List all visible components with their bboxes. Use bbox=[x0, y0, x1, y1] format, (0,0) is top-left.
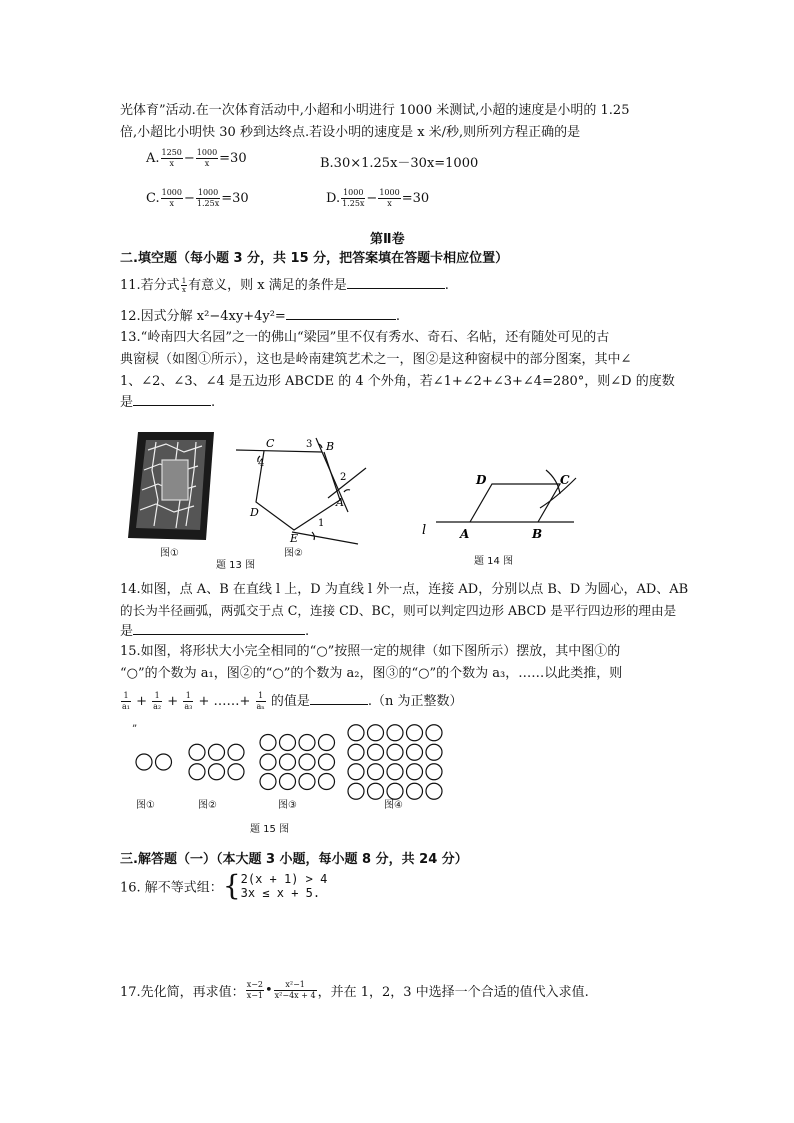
fig15-circle bbox=[319, 754, 335, 770]
fig13-label-b: B bbox=[326, 440, 335, 453]
fig15-caption-2: 图② bbox=[198, 800, 217, 811]
fig13-label-2: 2 bbox=[340, 472, 347, 483]
part-title: 第Ⅱ卷 bbox=[370, 232, 405, 247]
fig13-label-a: A bbox=[336, 496, 344, 509]
fig15-circle bbox=[280, 735, 296, 751]
fig15-caption-3: 图③ bbox=[278, 800, 297, 811]
fig15-circle bbox=[299, 774, 315, 790]
fig13-title: 题 13 图 bbox=[216, 560, 256, 571]
fig14-label-d: D bbox=[476, 473, 487, 487]
fig15-title: 题 15 图 bbox=[250, 824, 290, 835]
q13-line2: 典窗棂（如图①所示），这也是岭南建筑艺术之一，图②是这种窗棂中的部分图案，其中∠ bbox=[120, 352, 632, 367]
fig15-circle bbox=[260, 735, 276, 751]
fig15-caption-1: 图① bbox=[136, 800, 155, 811]
fig15-circle bbox=[426, 783, 442, 799]
fig15-circle bbox=[426, 764, 442, 780]
q13-line4: 是 . bbox=[120, 395, 216, 410]
fig15-circle bbox=[387, 764, 403, 780]
fig13-label-c: C bbox=[266, 437, 275, 450]
q10-line2: 倍,小超比小明快 30 秒到达终点.若设小明的速度是 x 米/秒,则所列方程正确的是 bbox=[120, 125, 581, 140]
fig13-window-image bbox=[126, 430, 216, 542]
fig14-label-c: C bbox=[560, 473, 570, 487]
q16: 16. 解不等式组：{ 2(x + 1) > 4 3x ≤ x + 5. bbox=[120, 869, 328, 902]
fig14-parallelogram-diagram bbox=[420, 456, 590, 540]
fig15-circle bbox=[348, 725, 364, 741]
q15-stray-mark: ” bbox=[132, 724, 138, 735]
fig13-label-1: 1 bbox=[318, 518, 325, 529]
q10-option-b: B.30×1.25x－30x=1000 bbox=[320, 156, 479, 171]
q15-sum: $\frac{1}{\text{a₁}}$ + $\frac{1}{\text{a₂}}$ + $\frac{1}{\text{a₃}}$ + ……+ $\frac{1}{\text{aₙ}}$ 的值是 .（n 为正整数） bbox=[122, 691, 463, 711]
fig13-label-e: E bbox=[290, 532, 299, 545]
fig13-label-3: 3 bbox=[306, 439, 313, 450]
fig15-circle bbox=[387, 744, 403, 760]
q17: 17.先化简，再求值： $\frac{x-2}{x-1}$ • $\frac{\text{x²−1}}{\text{x²−4x + 4}}$ ，并在 1，2，3 中选择一个合适的值代入求值. bbox=[120, 980, 589, 1000]
fig15-circle bbox=[407, 764, 423, 780]
q13-line3: 1、∠2、∠3、∠4 是五边形 ABCDE 的 4 个外角，若∠1+∠2+∠3+∠4=280°，则∠D 的度数 bbox=[120, 374, 675, 389]
fig15-circle bbox=[299, 735, 315, 751]
q10-option-a: A. $\frac{1250}{x}$ − $\frac{1000}{x}$ =30 bbox=[146, 148, 247, 168]
q15-line2: “○”的个数为 a₁，图②的“○”的个数为 a₂，图③的“○”的个数为 a₃，……以此类推，则 bbox=[120, 666, 623, 681]
fig13-pentagon-diagram bbox=[232, 434, 372, 546]
fig15-circle bbox=[368, 764, 384, 780]
fig15-circle bbox=[260, 754, 276, 770]
q16-row2: 3x ≤ x + 5. bbox=[240, 886, 321, 900]
fig15-circle bbox=[368, 783, 384, 799]
fig15-circle bbox=[368, 744, 384, 760]
fig15-circle bbox=[368, 725, 384, 741]
q12: 12.因式分解 x²−4xy+4y²= . bbox=[120, 309, 400, 324]
fig15-circle bbox=[319, 774, 335, 790]
q13-line1: 13.“岭南四大名园”之一的佛山“梁园”里不仅有秀水、奇石、名帖，还有随处可见的古 bbox=[120, 330, 610, 345]
fig15-caption-4: 图④ bbox=[384, 800, 403, 811]
fig15-circle bbox=[319, 735, 335, 751]
q10-option-c: C. $\frac{1000}{x}$ − $\frac{1000}{1.25x}$ =30 bbox=[146, 188, 249, 208]
fig13-caption-2: 图② bbox=[284, 548, 303, 559]
fig15-circle bbox=[407, 725, 423, 741]
fig15-circle bbox=[156, 754, 172, 770]
fig15-circle bbox=[136, 754, 152, 770]
fig15-circle bbox=[407, 783, 423, 799]
fig15-circle bbox=[209, 744, 225, 760]
q16-row1: 2(x + 1) > 4 bbox=[240, 872, 328, 886]
fig15-circle bbox=[348, 764, 364, 780]
fig15-circle bbox=[260, 774, 276, 790]
q10-line1: 光体育”活动.在一次体育活动中,小超和小明进行 1000 米测试,小超的速度是小明的 1.25 bbox=[120, 103, 630, 118]
fig13-caption-1: 图① bbox=[160, 548, 179, 559]
fig14-title: 题 14 图 bbox=[474, 556, 514, 567]
fig13-label-d: D bbox=[250, 506, 259, 519]
fig15-circle bbox=[299, 754, 315, 770]
section2-heading: 二.填空题（每小题 3 分，共 15 分，把答案填在答题卡相应位置） bbox=[120, 251, 509, 266]
section3-heading: 三.解答题（一）（本大题 3 小题，每小题 8 分，共 24 分） bbox=[120, 852, 468, 867]
q14-line1: 14.如图，点 A、B 在直线 l 上，D 为直线 l 外一点，连接 AD，分别以点 B、D 为圆心，AD、AB bbox=[120, 582, 689, 597]
fig13-label-4: 4 bbox=[258, 458, 265, 469]
fig15-circle bbox=[387, 725, 403, 741]
fig15-circle bbox=[228, 764, 244, 780]
fig15-circle bbox=[280, 774, 296, 790]
fig15-circle bbox=[348, 783, 364, 799]
fig15-circle bbox=[189, 764, 205, 780]
fig14-label-l: l bbox=[422, 523, 427, 538]
fig15-circle-patterns bbox=[130, 724, 450, 800]
fig14-label-b: B bbox=[532, 527, 543, 540]
q14-line3: 是 . bbox=[120, 624, 310, 639]
fig15-circle bbox=[209, 764, 225, 780]
q11: 11.若分式 $\frac{1}{x}$ 有意义，则 x 满足的条件是 . bbox=[120, 277, 449, 294]
fig15-circle bbox=[407, 744, 423, 760]
q15-line1: 15.如图，将形状大小完全相同的“○”按照一定的规律（如下图所示）摆放，其中图①的 bbox=[120, 644, 621, 659]
q10-option-d: D. $\frac{1000}{1.25x}$ − $\frac{1000}{x}$ =30 bbox=[326, 188, 430, 208]
fig14-label-a: A bbox=[460, 527, 470, 540]
q14-line2: 的长为半径画弧，两弧交于点 C，连接 CD、BC，则可以判定四边形 ABCD 是平行四边形的理由是 bbox=[120, 603, 677, 618]
fig15-circle bbox=[228, 744, 244, 760]
fig15-circle bbox=[426, 725, 442, 741]
fig15-circle bbox=[426, 744, 442, 760]
fig15-circle bbox=[348, 744, 364, 760]
fig15-circle bbox=[280, 754, 296, 770]
fig15-circle bbox=[189, 744, 205, 760]
